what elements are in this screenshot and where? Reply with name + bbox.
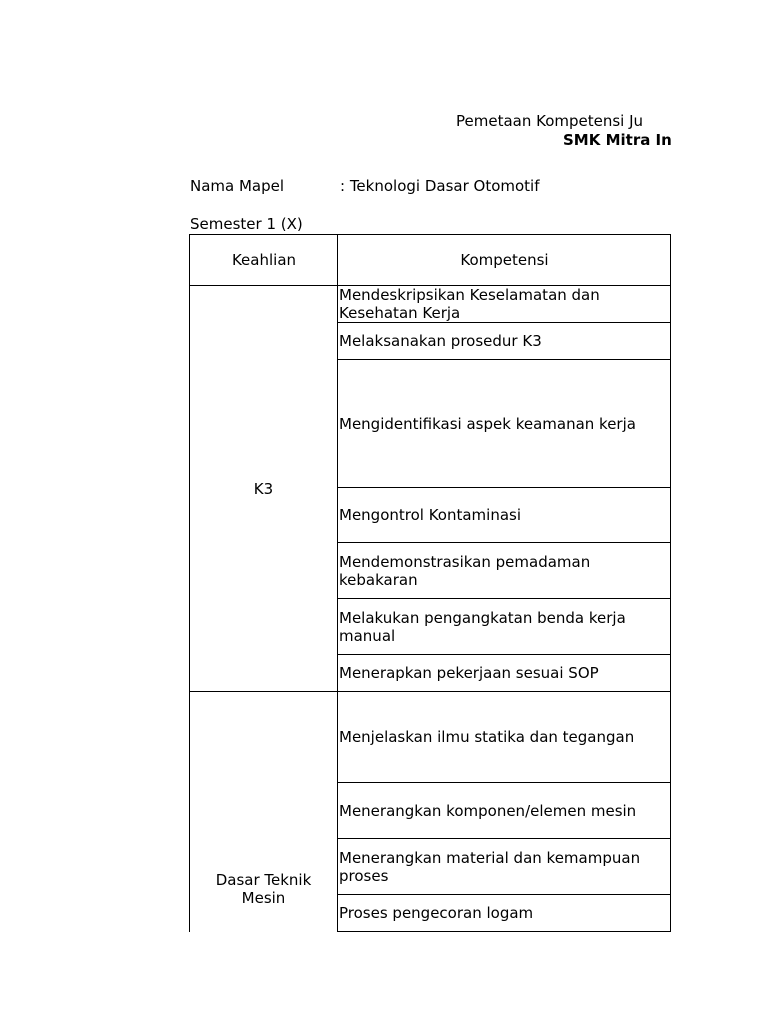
kompetensi-cell: Menjelaskan ilmu statika dan tegangan: [338, 692, 671, 783]
semester-label: Semester 1 (X): [190, 215, 303, 233]
kompetensi-cell: Menerangkan komponen/elemen mesin: [338, 783, 671, 839]
kompetensi-cell: Mendeskripsikan Keselamatan dan Kesehatan Kerja: [338, 286, 671, 323]
table-row: [190, 692, 671, 783]
document-header: [0, 100, 673, 160]
header-kompetensi: Kompetensi: [338, 235, 671, 286]
kompetensi-cell: Mengontrol Kontaminasi: [338, 488, 671, 543]
header-keahlian: Keahlian: [190, 235, 338, 286]
kompetensi-cell: Menerangkan material dan kemampuan proses: [338, 839, 671, 895]
kompetensi-cell: Melaksanakan prosedur K3: [338, 323, 671, 360]
mapel-label: Nama Mapel: [190, 177, 285, 195]
document-title: Pemetaan Kompetensi Ju: [456, 112, 644, 130]
kompetensi-cell: Melakukan pengangkatan benda kerja manual: [338, 599, 671, 655]
kompetensi-cell: Proses pengecoran logam: [338, 895, 671, 932]
kompetensi-cell: Mendemonstrasikan pemadaman kebakaran: [338, 543, 671, 599]
table-row: [190, 286, 671, 323]
mapel-value: : Teknologi Dasar Otomotif: [340, 177, 540, 195]
keahlian-cell-k3: K3: [190, 286, 338, 692]
keahlian-cell-dasar-teknik-mesin: [190, 692, 338, 932]
kompetensi-cell: Mengidentifikasi aspek keamanan kerja: [338, 360, 671, 488]
school-name: SMK Mitra In: [563, 131, 672, 149]
competency-table: [189, 234, 671, 932]
kompetensi-cell: Menerapkan pekerjaan sesuai SOP: [338, 655, 671, 692]
keahlian-label: Dasar Teknik Mesin: [215, 870, 312, 907]
table-header-row: [190, 235, 671, 286]
